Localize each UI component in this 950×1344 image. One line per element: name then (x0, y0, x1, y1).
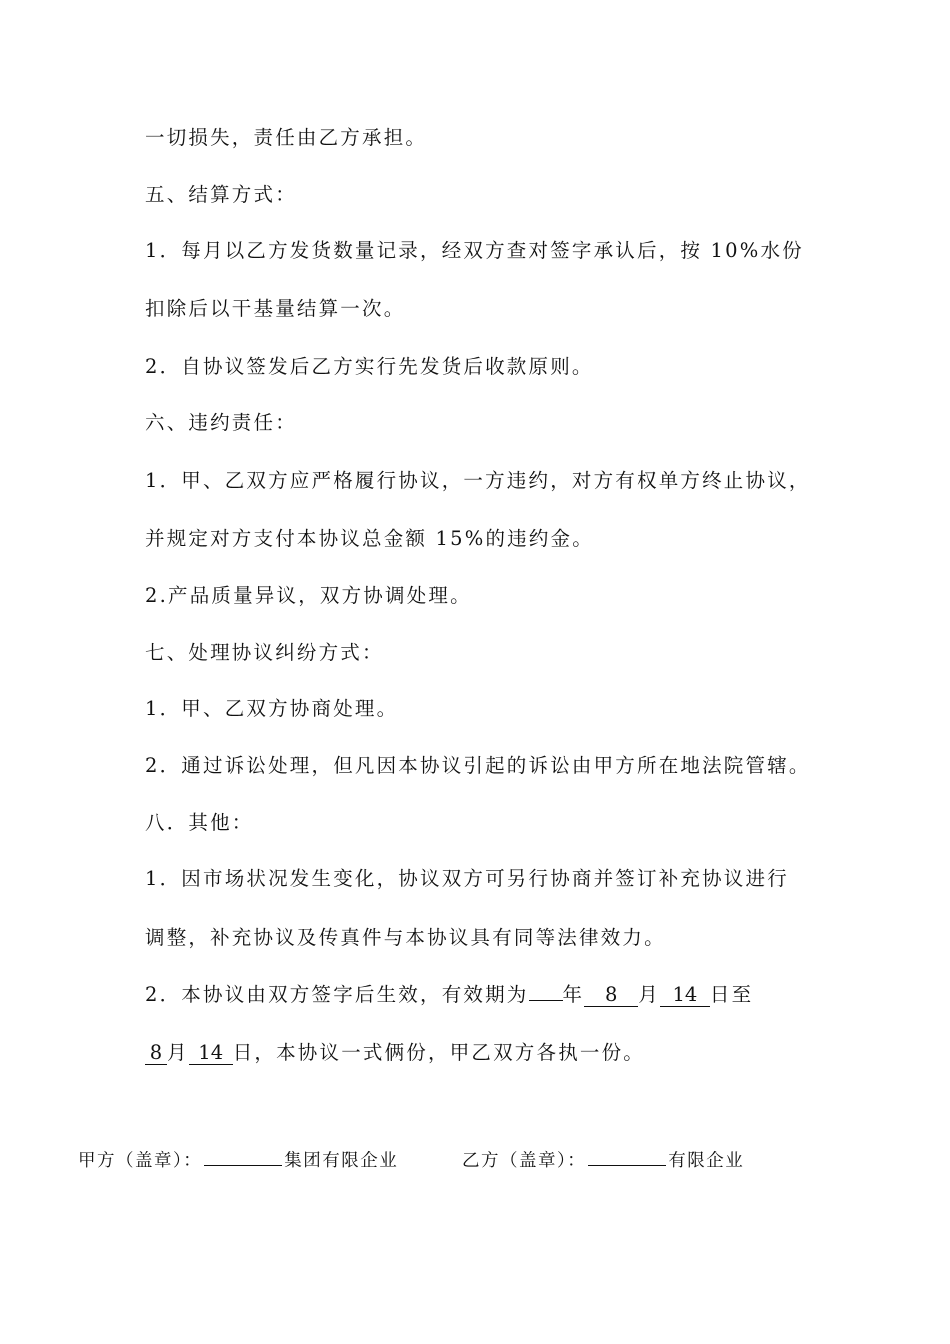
validity-line-1 (145, 985, 753, 1007)
paragraph-line: 调整，补充协议及传真件与本协议具有同等法律效力。 (145, 926, 666, 949)
party-a-blank (204, 1150, 282, 1166)
paragraph-line: 一切损失，责任由乙方承担。 (145, 126, 428, 149)
validity-year-blank (529, 999, 563, 1001)
validity-end-day-value: 14 (189, 1043, 233, 1065)
validity-end-month-label: 月 (167, 1041, 189, 1064)
validity-month-label: 月 (638, 983, 660, 1006)
party-b-signature (462, 1150, 744, 1171)
validity-year-label: 年 (562, 983, 585, 1006)
paragraph-line: 2.产品质量异议，双方协调处理。 (145, 584, 472, 607)
party-a-signature (78, 1150, 398, 1171)
paragraph-line: 2．自协议签发后乙方实行先发货后收款原则。 (145, 355, 594, 378)
validity-month-value: 8 (584, 985, 638, 1007)
validity-suffix: 日，本协议一式俩份，甲乙双方各执一份。 (232, 1041, 646, 1064)
validity-end-month-value: 8 (145, 1043, 167, 1065)
paragraph-line: 并规定对方支付本协议总金额 15%的违约金。 (145, 527, 594, 550)
paragraph-line: 1．每月以乙方发货数量记录，经双方查对签字承认后，按 10%水份 (145, 239, 804, 262)
paragraph-line: 2．通过诉讼处理，但凡因本协议引起的诉讼由甲方所在地法院管辖。 (145, 754, 811, 777)
party-b-name: 有限企业 (668, 1151, 745, 1171)
paragraph-line: 扣除后以干基量结算一次。 (145, 297, 406, 320)
section-heading-liability: 六、违约责任： (145, 411, 297, 434)
validity-day-label: 日至 (709, 983, 754, 1006)
party-b-blank (588, 1150, 666, 1166)
validity-prefix: 2．本协议由双方签字后生效，有效期为 (145, 983, 529, 1006)
validity-day-value: 14 (660, 985, 710, 1007)
section-heading-disputes: 七、处理协议纠纷方式： (145, 641, 384, 664)
paragraph-line: 1．因市场状况发生变化，协议双方可另行协商并签订补充协议进行 (145, 867, 789, 890)
section-heading-other: 八．其他： (145, 811, 254, 834)
party-a-label: 甲方（盖章）： (78, 1151, 203, 1171)
paragraph-line: 1．甲、乙双方应严格履行协议，一方违约，对方有权单方终止协议， (145, 469, 811, 492)
party-b-label: 乙方（盖章）： (462, 1151, 587, 1171)
validity-line-2 (145, 1043, 645, 1065)
section-heading-settlement: 五、结算方式： (145, 183, 297, 206)
paragraph-line: 1．甲、乙双方协商处理。 (145, 697, 399, 720)
party-a-name: 集团有限企业 (284, 1151, 399, 1171)
